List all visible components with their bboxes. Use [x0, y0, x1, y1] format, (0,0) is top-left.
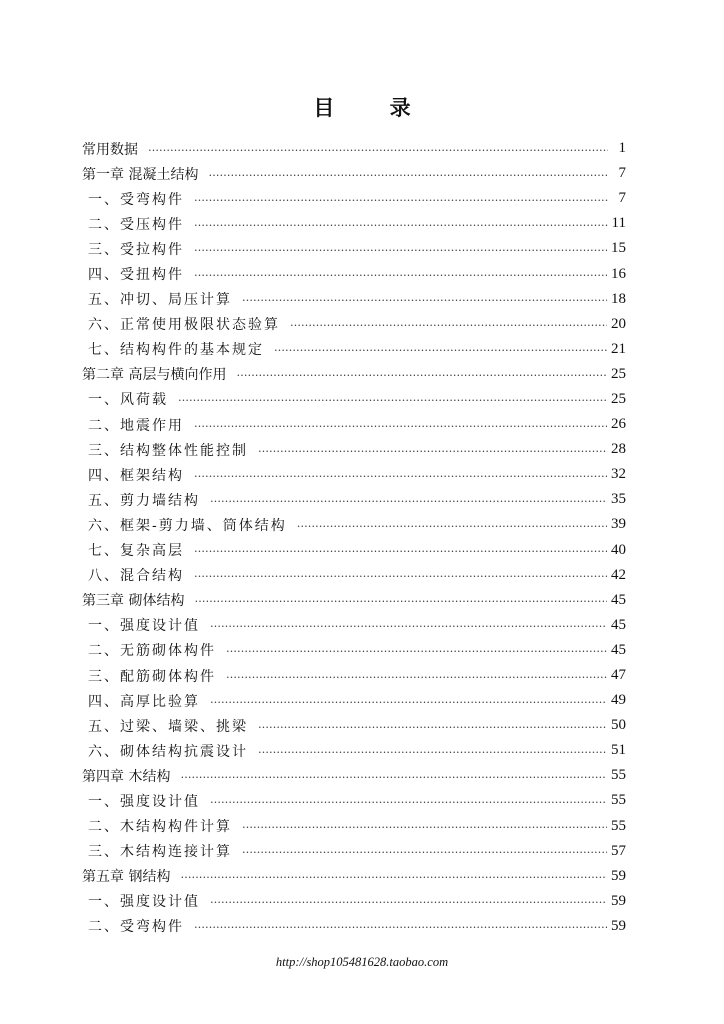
toc-page-number: 32	[611, 466, 626, 483]
toc-section-entry[interactable]	[82, 387, 626, 412]
toc-chapter-entry[interactable]	[82, 161, 626, 186]
toc-entry-label: 二、地震作用	[88, 417, 184, 434]
table-of-contents	[82, 136, 626, 939]
toc-leader-dots	[210, 794, 607, 808]
toc-section-entry[interactable]	[82, 462, 626, 487]
toc-leader-dots	[178, 392, 607, 406]
toc-page-number: 55	[611, 792, 626, 809]
toc-page-number: 11	[611, 215, 626, 232]
toc-section-entry[interactable]	[82, 563, 626, 588]
toc-entry-label: 三、受拉构件	[88, 241, 184, 258]
toc-entry-label: 七、复杂高层	[88, 543, 184, 560]
toc-section-entry[interactable]	[82, 261, 626, 286]
toc-chapter-entry[interactable]	[82, 362, 626, 387]
toc-entry-label: 二、受压构件	[88, 216, 184, 233]
toc-entry-label: 五、冲切、局压计算	[88, 292, 232, 309]
toc-leader-dots	[194, 568, 607, 582]
toc-page-number: 35	[611, 491, 626, 508]
toc-page-number: 55	[611, 817, 626, 834]
toc-page-number: 59	[611, 867, 626, 884]
toc-entry-label: 一、受弯构件	[88, 191, 184, 208]
toc-chapter-entry[interactable]	[82, 136, 626, 161]
toc-section-entry[interactable]	[82, 512, 626, 537]
toc-entry-label: 八、混合结构	[88, 568, 184, 585]
toc-entry-label: 一、强度设计值	[88, 793, 200, 810]
toc-page-number: 47	[611, 667, 626, 684]
toc-entry-label: 一、风荷载	[88, 392, 168, 409]
toc-leader-dots	[236, 367, 607, 381]
toc-entry-label: 第三章 砌体结构	[82, 593, 185, 610]
toc-entry-label: 一、强度设计值	[88, 618, 200, 635]
toc-leader-dots	[290, 317, 607, 331]
toc-section-entry[interactable]	[82, 186, 626, 211]
toc-page-number: 49	[611, 692, 626, 709]
toc-entry-label: 三、结构整体性能控制	[88, 442, 248, 459]
toc-page-number: 26	[611, 416, 626, 433]
toc-entry-label: 六、砌体结构抗震设计	[88, 743, 248, 760]
toc-section-entry[interactable]	[82, 312, 626, 337]
toc-leader-dots	[210, 894, 607, 908]
footer-url[interactable]: http://shop105481628.taobao.com	[275, 955, 449, 969]
toc-leader-dots	[210, 618, 607, 632]
toc-section-entry[interactable]	[82, 839, 626, 864]
toc-page-number: 40	[611, 541, 626, 558]
toc-entry-label: 三、配筋砌体构件	[88, 668, 216, 685]
toc-entry-label: 二、受弯构件	[88, 919, 184, 936]
toc-entry-label: 四、高厚比验算	[88, 693, 200, 710]
toc-section-entry[interactable]	[82, 538, 626, 563]
toc-page-number: 50	[611, 717, 626, 734]
toc-section-entry[interactable]	[82, 487, 626, 512]
toc-leader-dots	[226, 669, 607, 683]
toc-leader-dots	[194, 919, 607, 933]
toc-page-number: 59	[611, 892, 626, 909]
toc-chapter-entry[interactable]	[82, 588, 626, 613]
toc-entry-label: 常用数据	[82, 141, 138, 158]
toc-section-entry[interactable]	[82, 738, 626, 763]
toc-leader-dots	[180, 869, 607, 883]
toc-page-number: 21	[611, 340, 626, 357]
toc-leader-dots	[242, 292, 607, 306]
toc-leader-dots	[208, 167, 608, 181]
toc-page-number: 42	[611, 566, 626, 583]
toc-section-entry[interactable]	[82, 437, 626, 462]
toc-section-entry[interactable]	[82, 814, 626, 839]
toc-leader-dots	[194, 242, 607, 256]
toc-entry-label: 一、强度设计值	[88, 894, 200, 911]
toc-entry-label: 五、过梁、墙梁、挑梁	[88, 718, 248, 735]
toc-chapter-entry[interactable]	[82, 864, 626, 889]
toc-section-entry[interactable]	[82, 287, 626, 312]
toc-section-entry[interactable]	[82, 788, 626, 813]
toc-leader-dots	[180, 769, 607, 783]
toc-page-number: 45	[611, 591, 626, 608]
toc-leader-dots	[210, 694, 607, 708]
toc-leader-dots	[194, 217, 608, 231]
toc-leader-dots	[148, 142, 608, 156]
toc-chapter-entry[interactable]	[82, 763, 626, 788]
toc-leader-dots	[297, 518, 607, 532]
toc-leader-dots	[258, 744, 607, 758]
toc-section-entry[interactable]	[82, 713, 626, 738]
toc-entry-label: 二、无筋砌体构件	[88, 643, 216, 660]
toc-section-entry[interactable]	[82, 914, 626, 939]
toc-leader-dots	[258, 719, 607, 733]
toc-page-number: 28	[611, 441, 626, 458]
toc-page-number: 59	[611, 917, 626, 934]
toc-page-number: 25	[611, 365, 626, 382]
toc-entry-label: 第四章 木结构	[82, 768, 171, 785]
toc-page-number: 18	[611, 290, 626, 307]
toc-page-number: 57	[611, 842, 626, 859]
toc-leader-dots	[274, 342, 607, 356]
toc-leader-dots	[194, 192, 608, 206]
toc-page-number: 51	[611, 742, 626, 759]
toc-entry-label: 第二章 高层与横向作用	[82, 367, 227, 384]
toc-section-entry[interactable]	[82, 337, 626, 362]
toc-entry-label: 四、框架结构	[88, 467, 184, 484]
toc-entry-label: 四、受扭构件	[88, 267, 184, 284]
toc-section-entry[interactable]	[82, 412, 626, 437]
toc-entry-label: 六、框架-剪力墙、筒体结构	[88, 517, 287, 534]
toc-page-number: 25	[611, 390, 626, 407]
toc-section-entry[interactable]	[82, 638, 626, 663]
toc-leader-dots	[194, 543, 607, 557]
toc-leader-dots	[194, 418, 607, 432]
toc-entry-label: 七、结构构件的基本规定	[88, 342, 264, 359]
toc-leader-dots	[242, 844, 607, 858]
toc-page-number: 15	[611, 240, 626, 257]
toc-leader-dots	[210, 493, 607, 507]
toc-leader-dots	[258, 443, 607, 457]
toc-page-number: 7	[618, 190, 626, 207]
toc-page-number: 45	[611, 641, 626, 658]
toc-page-number: 7	[618, 165, 626, 182]
toc-entry-label: 二、木结构构件计算	[88, 819, 232, 836]
toc-page-number: 39	[611, 516, 626, 533]
toc-entry-label: 三、木结构连接计算	[88, 844, 232, 861]
toc-section-entry[interactable]	[82, 613, 626, 638]
toc-section-entry[interactable]	[82, 688, 626, 713]
toc-leader-dots	[194, 593, 607, 607]
toc-page-number: 16	[611, 265, 626, 282]
toc-entry-label: 第五章 钢结构	[82, 869, 171, 886]
toc-leader-dots	[194, 468, 607, 482]
toc-page-number: 55	[611, 767, 626, 784]
toc-section-entry[interactable]	[82, 236, 626, 261]
page-title: 目 录	[313, 95, 435, 120]
toc-entry-label: 五、剪力墙结构	[88, 492, 200, 509]
toc-entry-label: 第一章 混凝土结构	[82, 166, 199, 183]
toc-page-number: 45	[611, 616, 626, 633]
toc-section-entry[interactable]	[82, 663, 626, 688]
toc-entry-label: 六、正常使用极限状态验算	[88, 317, 280, 334]
toc-leader-dots	[242, 819, 607, 833]
toc-section-entry[interactable]	[82, 889, 626, 914]
toc-page-number: 20	[611, 315, 626, 332]
toc-leader-dots	[194, 267, 607, 281]
toc-page-number: 1	[618, 140, 626, 157]
toc-section-entry[interactable]	[82, 211, 626, 236]
toc-leader-dots	[226, 643, 607, 657]
